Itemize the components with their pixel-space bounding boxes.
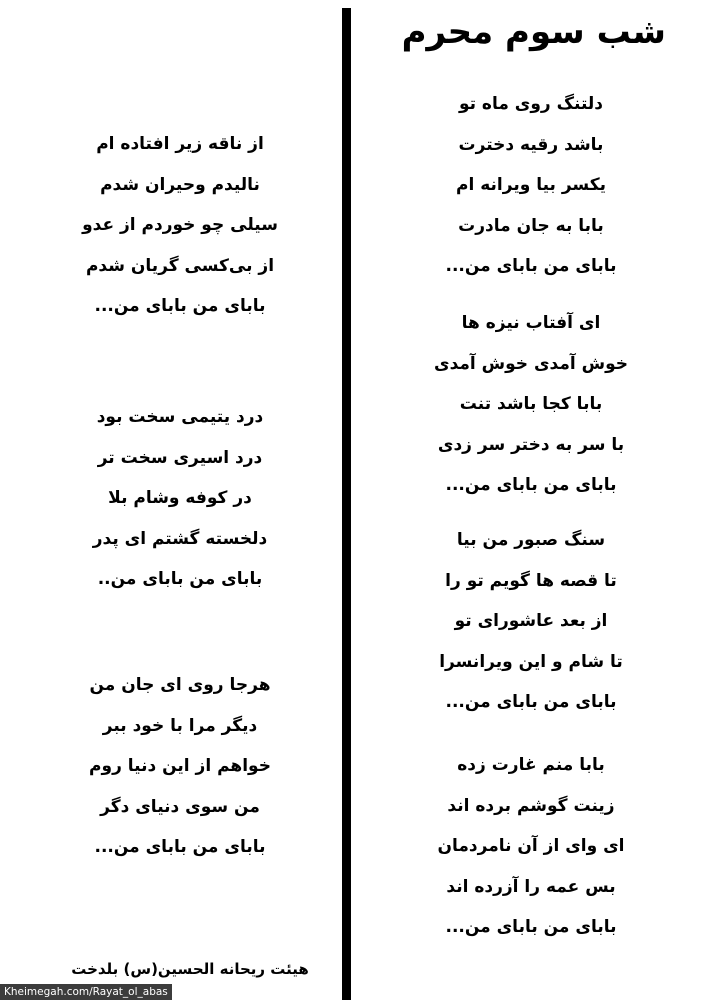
verse-line: از بی‌کسی گریان شدم <box>85 255 275 276</box>
left-column-2 <box>60 397 300 600</box>
footer-credit: هیئت ریحانه الحسین(س) بلدخت <box>71 960 309 978</box>
right-column-3 <box>400 520 662 723</box>
stanza-l3 <box>60 665 300 868</box>
verse-line: بابا کجا باشد تنت <box>459 394 603 414</box>
right-column-4 <box>400 745 662 948</box>
verse-line: ای آفتاب نیزه ها <box>461 313 601 333</box>
verse-line: من سوی دنیای دگر <box>100 796 260 817</box>
right-column <box>400 84 662 287</box>
verse-line: سنگ صبور من بیا <box>456 530 606 550</box>
stanza-l2 <box>60 397 300 600</box>
verse-line: ای وای از آن نامردمان <box>437 836 625 856</box>
verse-line: دیگر مرا با خود ببر <box>102 715 258 736</box>
refrain-line: بابای من بابای من... <box>445 475 617 495</box>
stanza-l1 <box>60 124 300 327</box>
verse-line: از بعد عاشورای تو <box>454 611 608 631</box>
verse-line: خواهم از این دنیا روم <box>89 756 271 776</box>
verse-line: دلخسته گشتم ای پدر <box>92 528 268 549</box>
refrain-line: بابای من بابای من... <box>445 256 617 276</box>
verse-line: در کوفه وشام بلا <box>108 488 252 508</box>
verse-line: از ناقه زیر افتاده ام <box>96 134 264 154</box>
watermark-url: Kheimegah.com/Rayat_ol_abas <box>0 984 172 1000</box>
stanza-r4 <box>400 745 662 948</box>
verse-line: تا قصه ها گویم تو را <box>445 570 617 591</box>
refrain-line: بابای من بابای من... <box>94 837 266 857</box>
stanza-r3 <box>400 520 662 723</box>
page-title: شب سوم محرم <box>401 12 666 52</box>
verse-line: درد یتیمی سخت بود <box>96 407 264 427</box>
verse-line: خوش آمدی خوش آمدی <box>434 353 628 374</box>
verse-line: سیلی چو خوردم از عدو <box>82 215 278 235</box>
verse-line: هرجا روی ای جان من <box>89 675 271 695</box>
refrain-line: بابای من بابای من... <box>445 692 617 712</box>
stanza-r1 <box>400 84 662 287</box>
refrain-line: بابای من بابای من... <box>445 917 617 937</box>
column-divider <box>342 8 351 1000</box>
verse-line: بس عمه را آزرده اند <box>446 876 616 897</box>
verse-line: دلتنگ روی ماه تو <box>458 94 604 114</box>
verse-line: بابا به جان مادرت <box>458 215 604 236</box>
verse-line: با سر به دختر سر زدی <box>437 434 625 455</box>
refrain-line: بابای من بابای من.. <box>97 569 263 589</box>
verse-line: زینت گوشم برده اند <box>447 795 615 816</box>
verse-line: باشد رقیه دخترت <box>458 134 604 155</box>
left-column-3 <box>60 665 300 868</box>
refrain-line: بابای من بابای من... <box>94 296 266 316</box>
verse-line: یکسر بیا ویرانه ام <box>456 175 606 195</box>
verse-line: تا شام و این ویرانسرا <box>439 651 623 672</box>
verse-line: نالیدم وحیران شدم <box>100 174 260 195</box>
left-column <box>60 124 300 327</box>
verse-line: بابا منم غارت زده <box>457 755 605 775</box>
verse-line: درد اسیری سخت تر <box>97 447 263 468</box>
right-column-2 <box>400 303 662 506</box>
stanza-r2 <box>400 303 662 506</box>
